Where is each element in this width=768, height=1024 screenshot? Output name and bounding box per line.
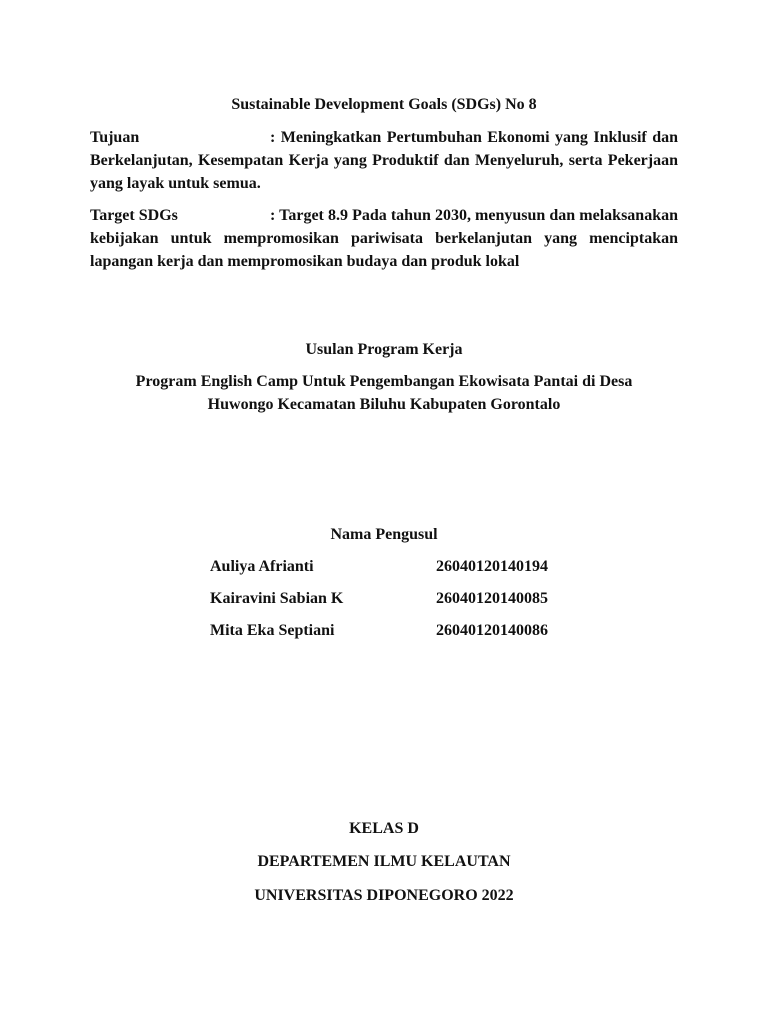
proposer-row (210, 587, 610, 619)
goal-paragraph (90, 126, 678, 195)
proposer-row (210, 555, 610, 587)
proposers-list (210, 555, 610, 651)
proposer-row (210, 619, 610, 651)
document-title: Sustainable Development Goals (SDGs) No 8 (231, 96, 537, 113)
program-title: Program English Camp Untuk Pengembangan Ekowisata Pantai di Desa Huwongo Kecamatan Biluhu Kabupaten Gorontalo (135, 373, 633, 413)
proposal-heading: Usulan Program Kerja (305, 341, 463, 358)
goal-label: Tujuan (90, 129, 140, 146)
target-label: Target SDGs (90, 207, 178, 224)
proposer-id: 26040120140194 (436, 558, 548, 575)
target-paragraph (90, 204, 678, 273)
proposer-name: Kairavini Sabian K (210, 590, 344, 607)
target-text: : Target 8.9 Pada tahun 2030, menyusun dan melaksanakan kebijakan untuk mempromosikan pariwisata berkelanjutan yang menciptakan lapangan kerja dan mempromosikan budaya dan produk lokal (90, 207, 678, 270)
proposer-id: 26040120140085 (436, 590, 548, 607)
proposer-name: Auliya Afrianti (210, 558, 314, 575)
class-label: KELAS D (349, 820, 419, 837)
department-label: DEPARTEMEN ILMU KELAUTAN (257, 853, 511, 870)
university-label: UNIVERSITAS DIPONEGORO 2022 (254, 887, 514, 904)
proposers-heading: Nama Pengusul (330, 526, 438, 543)
proposer-name: Mita Eka Septiani (210, 622, 335, 639)
document-page (90, 0, 678, 1024)
goal-text: : Meningkatkan Pertumbuhan Ekonomi yang Inklusif dan Berkelanjutan, Kesempatan Kerja yang Produktif dan Menyeluruh, serta Pekerjaan yang layak untuk semua. (90, 129, 678, 192)
proposer-id: 26040120140086 (436, 622, 548, 639)
